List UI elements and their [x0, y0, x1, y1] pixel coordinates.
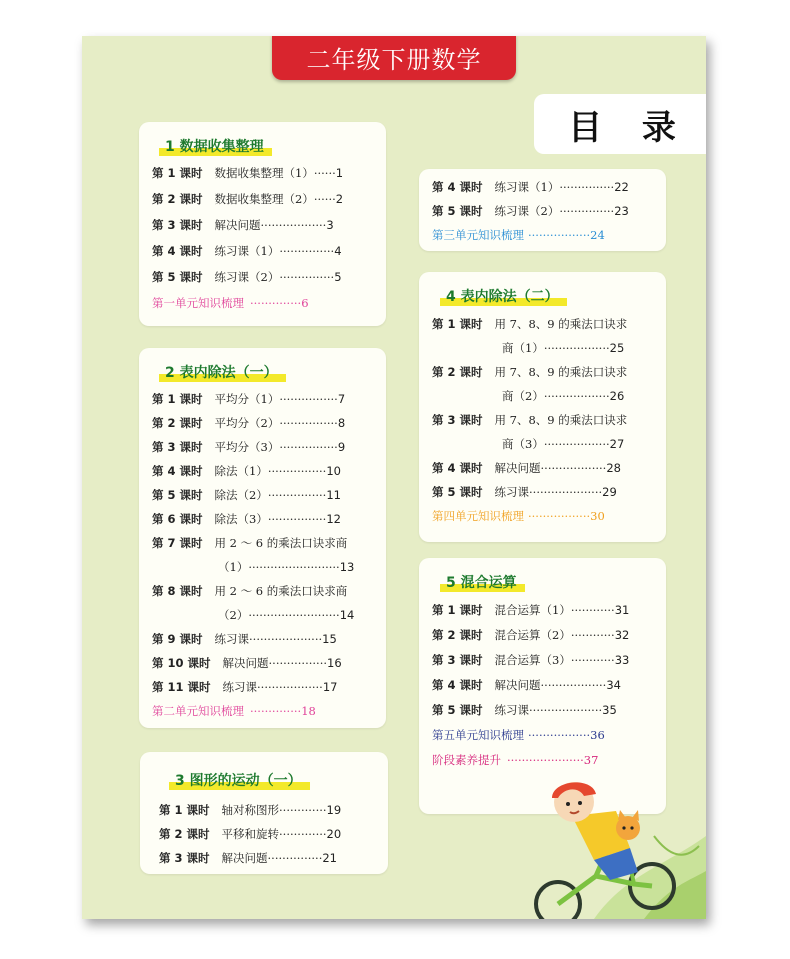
- toc-entry[interactable]: 第 1 课时 混合运算（1） ············ 31: [432, 603, 630, 617]
- toc-title: 目 录: [534, 94, 706, 154]
- toc-entry[interactable]: 第 2 课时 平均分（2） ················ 8: [152, 416, 346, 430]
- unit-3-card: [140, 752, 388, 874]
- toc-entry[interactable]: 第 5 课时 练习课 ···················· 29: [432, 485, 617, 499]
- toc-entry[interactable]: 第 1 课时 轴对称图形 ············· 19: [159, 803, 342, 817]
- toc-entry[interactable]: 第 2 课时 用 7、8、9 的乘法口诀求: [432, 365, 628, 379]
- unit-2-title: 2 表内除法（一）: [165, 362, 278, 382]
- toc-entry[interactable]: 第 9 课时 练习课 ···················· 15: [152, 632, 337, 646]
- toc-entry[interactable]: 第 4 课时 解决问题 ·················· 28: [432, 461, 621, 475]
- unit-3-continued-card: [419, 169, 666, 251]
- unit-4-card: [419, 272, 666, 542]
- unit-summary[interactable]: 第一单元知识梳理 ·············· 6: [152, 296, 309, 310]
- toc-entry[interactable]: 第 2 课时 平移和旋转 ············· 20: [159, 827, 342, 841]
- unit-1-card: [139, 122, 386, 326]
- toc-entry-continuation[interactable]: 商（3） ·················· 27: [502, 437, 625, 451]
- toc-entry[interactable]: 第 5 课时 练习课（2） ··············· 23: [432, 204, 629, 218]
- toc-entry[interactable]: 第 4 课时 练习课（1） ··············· 4: [152, 244, 342, 258]
- unit-summary[interactable]: 第二单元知识梳理 ·············· 18: [152, 704, 316, 718]
- toc-entry-continuation[interactable]: 商（2） ·················· 26: [502, 389, 625, 403]
- toc-entry[interactable]: 第 5 课时 练习课 ···················· 35: [432, 703, 617, 717]
- toc-entry[interactable]: 第 2 课时 数据收集整理（2） ······ 2: [152, 192, 344, 206]
- toc-entry[interactable]: 第 7 课时 用 2 ～ 6 的乘法口诀求商: [152, 536, 348, 550]
- toc-entry-continuation[interactable]: （2） ························· 14: [218, 608, 355, 622]
- toc-entry-continuation[interactable]: 商（1） ·················· 25: [502, 341, 625, 355]
- toc-entry[interactable]: 第 5 课时 练习课（2） ··············· 5: [152, 270, 342, 284]
- unit-4-title: 4 表内除法（二）: [446, 286, 559, 306]
- toc-entry[interactable]: 第 1 课时 用 7、8、9 的乘法口诀求: [432, 317, 628, 331]
- toc-page: [82, 36, 706, 919]
- toc-entry[interactable]: 第 1 课时 平均分（1） ················ 7: [152, 392, 346, 406]
- toc-entry[interactable]: 第 3 课时 解决问题 ··············· 21: [159, 851, 337, 865]
- boy-cycling-illustration: [534, 776, 706, 919]
- toc-entry[interactable]: 第 3 课时 用 7、8、9 的乘法口诀求: [432, 413, 628, 427]
- toc-entry[interactable]: 第 1 课时 数据收集整理（1） ······ 1: [152, 166, 344, 180]
- unit-summary[interactable]: 第四单元知识梳理 ················· 30: [432, 509, 605, 523]
- toc-entry[interactable]: 第 6 课时 除法（3） ················ 12: [152, 512, 341, 526]
- unit-3-title: 3 图形的运动（一）: [175, 770, 302, 790]
- toc-entry[interactable]: 第 8 课时 用 2 ～ 6 的乘法口诀求商: [152, 584, 348, 598]
- unit-1-title: 1 数据收集整理: [165, 136, 264, 156]
- toc-entry[interactable]: 第 10 课时 解决问题 ················ 16: [152, 656, 342, 670]
- toc-entry[interactable]: 第 5 课时 除法（2） ················ 11: [152, 488, 341, 502]
- stage-improvement-entry[interactable]: 阶段素养提升 ····················· 37: [432, 753, 599, 767]
- unit-2-card: [139, 348, 386, 728]
- toc-entry-continuation[interactable]: （1） ························· 13: [218, 560, 355, 574]
- toc-entry[interactable]: 第 3 课时 混合运算（3） ············ 33: [432, 653, 630, 667]
- toc-entry[interactable]: 第 11 课时 练习课 ·················· 17: [152, 680, 338, 694]
- grade-banner: 二年级下册数学: [272, 36, 516, 80]
- unit-summary[interactable]: 第五单元知识梳理 ················· 36: [432, 728, 605, 742]
- toc-entry[interactable]: 第 2 课时 混合运算（2） ············ 32: [432, 628, 630, 642]
- toc-entry[interactable]: 第 4 课时 除法（1） ················ 10: [152, 464, 341, 478]
- unit-summary[interactable]: 第三单元知识梳理 ················· 24: [432, 228, 605, 242]
- toc-entry[interactable]: 第 3 课时 平均分（3） ················ 9: [152, 440, 346, 454]
- toc-entry[interactable]: 第 3 课时 解决问题 ·················· 3: [152, 218, 334, 232]
- unit-5-title: 5 混合运算: [446, 572, 517, 592]
- toc-entry[interactable]: 第 4 课时 解决问题 ·················· 34: [432, 678, 621, 692]
- toc-entry[interactable]: 第 4 课时 练习课（1） ··············· 22: [432, 180, 629, 194]
